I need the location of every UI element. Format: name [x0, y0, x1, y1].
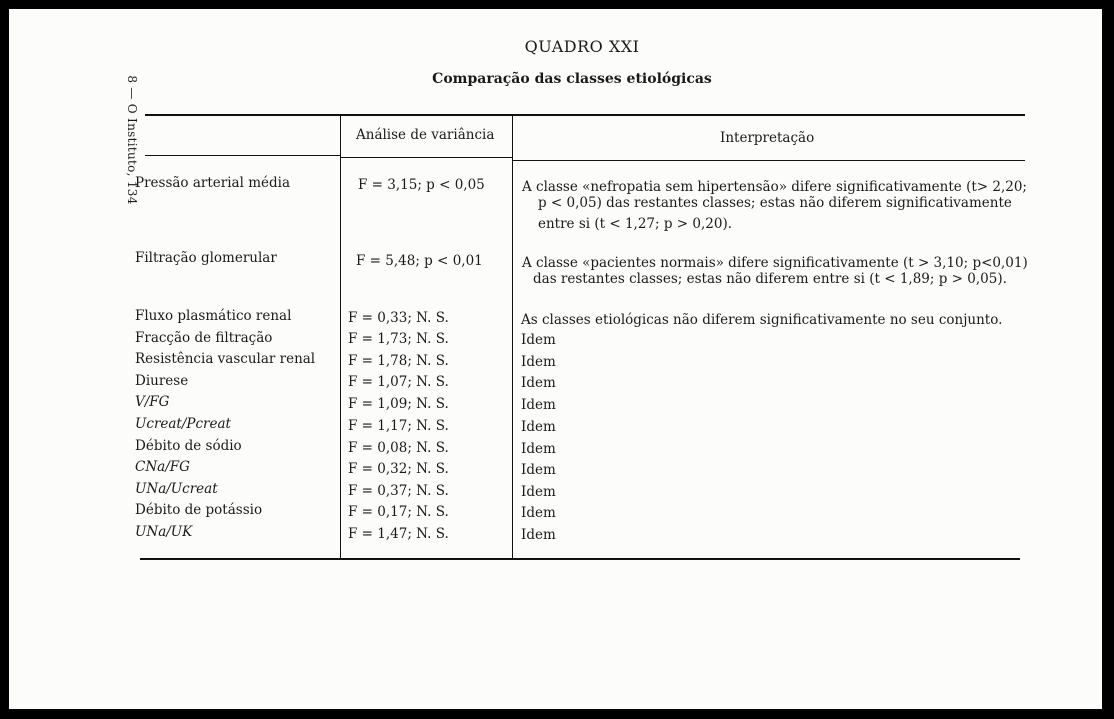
row-interpretation: Idem	[521, 397, 556, 413]
column-header-anova: Análise de variância	[356, 127, 495, 143]
row-label: CNa/FG	[135, 459, 190, 475]
row-f-value: F = 1,17; N. S.	[348, 418, 449, 434]
header-rule-right	[513, 160, 1025, 161]
top-rule	[145, 114, 1025, 116]
interp-paragraph-1-rest: p < 0,05) das restantes classes; estas não diferem significativamente entre si (t < 1,27; p > 0,20).	[538, 195, 1012, 232]
row-f-value: F = 0,37; N. S.	[348, 483, 449, 499]
table-subtitle: Comparação das classes etiológicas	[432, 71, 712, 87]
interp-paragraph-2-rest: das restantes classes; estas não diferem entre si (t < 1,89; p > 0,05).	[533, 271, 1007, 287]
row-f-value: F = 0,32; N. S.	[348, 461, 449, 477]
row-label: Fracção de filtração	[135, 330, 273, 346]
row-f-value: F = 1,47; N. S.	[348, 526, 449, 542]
row-f-value: F = 1,73; N. S.	[348, 331, 449, 347]
table-title: QUADRO XXI	[524, 37, 640, 56]
row-interpretation: Idem	[521, 375, 556, 391]
row-interpretation: Idem	[521, 527, 556, 543]
row-label: Pressão arterial média	[135, 175, 290, 191]
row-label: UNa/Ucreat	[135, 481, 218, 497]
row-label: Ucreat/Pcreat	[135, 416, 231, 432]
row-f-value: F = 3,15; p < 0,05	[358, 177, 485, 193]
row-interpretation: Idem	[521, 484, 556, 500]
bottom-rule	[140, 558, 1020, 560]
column-divider-2	[512, 116, 513, 560]
header-rule-left	[145, 155, 340, 156]
row-label: Fluxo plasmático renal	[135, 308, 292, 324]
header-rule-mid	[340, 157, 513, 158]
row-label: V/FG	[135, 394, 170, 410]
row-f-value: F = 1,78; N. S.	[348, 353, 449, 369]
row-interpretation: Idem	[521, 462, 556, 478]
row-interpretation: Idem	[521, 354, 556, 370]
row-f-value: F = 1,07; N. S.	[348, 374, 449, 390]
row-interpretation: Idem	[521, 419, 556, 435]
interp-paragraph-1-first: A classe «nefropatia sem hipertensão» difere significativamente (t> 2,20;	[522, 179, 1027, 195]
row-f-value: F = 0,17; N. S.	[348, 504, 449, 520]
row-label: Débito de sódio	[135, 438, 242, 454]
row-f-value: F = 0,33; N. S.	[348, 310, 449, 326]
row-label: Débito de potássio	[135, 502, 263, 518]
row-f-value: F = 0,08; N. S.	[348, 440, 449, 456]
row-interpretation: Idem	[521, 505, 556, 521]
row-f-value: F = 5,48; p < 0,01	[356, 253, 483, 269]
row-label: Resistência vascular renal	[135, 351, 316, 367]
column-divider-1	[340, 116, 341, 558]
row-label: UNa/UK	[135, 524, 193, 540]
interp-paragraph-2-first: A classe «pacientes normais» difere significativamente (t > 3,10; p<0,01)	[522, 255, 1028, 271]
row-interpretation: As classes etiológicas não diferem significativamente no seu conjunto.	[521, 312, 1003, 328]
column-header-interpretation: Interpretação	[720, 130, 815, 146]
row-f-value: F = 1,09; N. S.	[348, 396, 449, 412]
row-label: Filtração glomerular	[135, 250, 277, 266]
row-interpretation: Idem	[521, 332, 556, 348]
row-label: Diurese	[135, 373, 189, 389]
page-side-note: 8 — O Instituto, 134	[125, 75, 139, 205]
row-interpretation: Idem	[521, 441, 556, 457]
